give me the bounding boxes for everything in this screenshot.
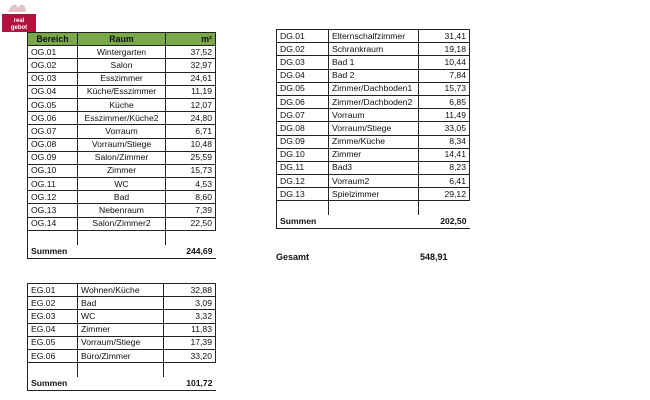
raum-cell: Vorraum/Stiege <box>78 336 164 349</box>
dg-row <box>277 175 470 188</box>
area-cell: 12,07 <box>166 98 216 111</box>
area-cell: 24,80 <box>166 112 216 125</box>
dg-row <box>277 69 470 82</box>
raum-cell: Wintergarten <box>78 46 166 59</box>
raum-cell: Zimme/Küche <box>329 135 419 148</box>
bereich-cell: OG.14 <box>28 217 78 230</box>
area-cell: 7,39 <box>166 204 216 217</box>
raum-cell: Küche/Esszimmer <box>78 85 166 98</box>
bereich-cell: EG.02 <box>28 297 78 310</box>
og-sum-row <box>28 245 216 259</box>
sum-label: Summen <box>28 245 78 259</box>
eg-row <box>28 284 216 297</box>
area-cell: 8,23 <box>419 161 470 174</box>
og-row <box>28 178 216 191</box>
bereich-cell: OG.08 <box>28 138 78 151</box>
raum-cell: Salon/Zimmer <box>78 151 166 164</box>
bereich-cell: OG.09 <box>28 151 78 164</box>
eg-row <box>28 336 216 349</box>
og-row <box>28 98 216 111</box>
eg-sum-row <box>28 377 216 391</box>
area-cell: 8,34 <box>419 135 470 148</box>
og-row <box>28 204 216 217</box>
sum-label: Summen <box>277 215 329 229</box>
bereich-cell: DG.07 <box>277 109 329 122</box>
dg-row <box>277 135 470 148</box>
header-area: m² <box>166 33 216 46</box>
raum-cell: Salon/Zimmer2 <box>78 217 166 230</box>
raum-cell: Wohnen/Küche <box>78 284 164 297</box>
raum-cell: Zimmer <box>78 164 166 177</box>
bereich-cell: OG.05 <box>28 98 78 111</box>
og-row <box>28 138 216 151</box>
og-row <box>28 46 216 59</box>
dg-sum-row <box>277 215 470 229</box>
eg-row <box>28 349 216 362</box>
area-cell: 8,60 <box>166 191 216 204</box>
bereich-cell: DG.11 <box>277 161 329 174</box>
raum-cell: Schrankraum <box>329 43 419 56</box>
area-cell: 10,48 <box>166 138 216 151</box>
raum-cell: Zimmer <box>78 323 164 336</box>
bereich-cell: DG.04 <box>277 69 329 82</box>
area-cell: 14,41 <box>419 148 470 161</box>
dg-row <box>277 188 470 201</box>
header-raum: Raum <box>78 33 166 46</box>
gesamt-value: 548,91 <box>420 252 448 262</box>
raum-cell: Salon <box>78 59 166 72</box>
area-cell: 32,97 <box>166 59 216 72</box>
sum-empty <box>78 245 166 259</box>
eg-row <box>28 323 216 336</box>
og-row <box>28 72 216 85</box>
sum-value: 101,72 <box>164 377 216 391</box>
raum-cell: Vorraum <box>78 125 166 138</box>
raum-cell: Bad <box>78 297 164 310</box>
area-cell: 25,59 <box>166 151 216 164</box>
bereich-cell: OG.13 <box>28 204 78 217</box>
og-row <box>28 125 216 138</box>
bereich-cell: OG.11 <box>28 178 78 191</box>
raum-cell: Zimmer/Dachboden1 <box>329 82 419 95</box>
area-cell: 33,05 <box>419 122 470 135</box>
eg-row <box>28 310 216 323</box>
gesamt-label: Gesamt <box>276 252 310 262</box>
raum-cell: Bad <box>78 191 166 204</box>
dg-row <box>277 161 470 174</box>
bereich-cell: OG.10 <box>28 164 78 177</box>
raum-cell: Esszimmer/Küche2 <box>78 112 166 125</box>
bereich-cell: EG.03 <box>28 310 78 323</box>
area-cell: 24,61 <box>166 72 216 85</box>
raum-cell: Vorraum/Stiege <box>78 138 166 151</box>
raum-cell: Nebenraum <box>78 204 166 217</box>
raum-cell: Küche <box>78 98 166 111</box>
dg-spacer-row <box>277 201 470 216</box>
raum-cell: Büro/Zimmer <box>78 349 164 362</box>
raum-cell: Vorraum <box>329 109 419 122</box>
bereich-cell: OG.01 <box>28 46 78 59</box>
area-cell: 6,71 <box>166 125 216 138</box>
bereich-cell: DG.05 <box>277 82 329 95</box>
dg-row <box>277 109 470 122</box>
raum-cell: Bad3 <box>329 161 419 174</box>
og-row <box>28 112 216 125</box>
og-spacer-row <box>28 230 216 245</box>
og-row <box>28 164 216 177</box>
raum-cell: Vorraum2 <box>329 175 419 188</box>
area-cell: 10,44 <box>419 56 470 69</box>
raum-cell: WC <box>78 178 166 191</box>
bereich-cell: OG.06 <box>28 112 78 125</box>
raum-cell: Esszimmer <box>78 72 166 85</box>
bereich-cell: OG.12 <box>28 191 78 204</box>
area-cell: 17,39 <box>164 336 216 349</box>
eg-table <box>27 283 216 391</box>
og-table <box>27 32 216 259</box>
bereich-cell: EG.05 <box>28 336 78 349</box>
bereich-cell: EG.01 <box>28 284 78 297</box>
area-cell: 31,41 <box>419 30 470 43</box>
sum-value: 244,69 <box>166 245 216 259</box>
eg-row <box>28 297 216 310</box>
area-cell: 19,18 <box>419 43 470 56</box>
bereich-cell: DG.01 <box>277 30 329 43</box>
area-cell: 6,41 <box>419 175 470 188</box>
sum-label: Summen <box>28 377 78 391</box>
bereich-cell: DG.06 <box>277 95 329 108</box>
area-cell: 37,52 <box>166 46 216 59</box>
sum-empty <box>78 377 164 391</box>
eg-spacer-row <box>28 363 216 378</box>
area-cell: 22,50 <box>166 217 216 230</box>
bereich-cell: DG.09 <box>277 135 329 148</box>
bereich-cell: DG.03 <box>277 56 329 69</box>
dg-row <box>277 43 470 56</box>
raum-cell: Zimmer/Dachboden2 <box>329 95 419 108</box>
real-gebot-logo <box>2 2 36 32</box>
area-cell: 15,73 <box>166 164 216 177</box>
dg-row <box>277 82 470 95</box>
area-cell: 32,88 <box>164 284 216 297</box>
dg-row <box>277 56 470 69</box>
bereich-cell: DG.02 <box>277 43 329 56</box>
svg-text:gebot: gebot <box>10 25 28 31</box>
bereich-cell: DG.12 <box>277 175 329 188</box>
og-row <box>28 217 216 230</box>
raum-cell: Bad 1 <box>329 56 419 69</box>
raum-cell: Spielzimmer <box>329 188 419 201</box>
area-cell: 6,85 <box>419 95 470 108</box>
bereich-cell: EG.06 <box>28 349 78 362</box>
bereich-cell: EG.04 <box>28 323 78 336</box>
area-cell: 11,49 <box>419 109 470 122</box>
area-cell: 4,53 <box>166 178 216 191</box>
header-bereich: Bereich <box>28 33 78 46</box>
bereich-cell: DG.13 <box>277 188 329 201</box>
raum-cell: Bad 2 <box>329 69 419 82</box>
og-row <box>28 59 216 72</box>
dg-row <box>277 95 470 108</box>
raum-cell: Elternschalfzimmer <box>329 30 419 43</box>
og-row <box>28 85 216 98</box>
dg-table <box>276 29 470 229</box>
dg-row <box>277 30 470 43</box>
raum-cell: WC <box>78 310 164 323</box>
og-row <box>28 151 216 164</box>
dg-row <box>277 122 470 135</box>
dg-row <box>277 148 470 161</box>
raum-cell: Zimmer <box>329 148 419 161</box>
sum-value: 202,50 <box>419 215 470 229</box>
bereich-cell: OG.04 <box>28 85 78 98</box>
area-cell: 3,32 <box>164 310 216 323</box>
area-cell: 7,84 <box>419 69 470 82</box>
og-row <box>28 191 216 204</box>
og-header-row <box>28 33 216 46</box>
bereich-cell: DG.08 <box>277 122 329 135</box>
svg-text:real: real <box>13 18 25 24</box>
bereich-cell: OG.03 <box>28 72 78 85</box>
area-cell: 15,73 <box>419 82 470 95</box>
bereich-cell: DG.10 <box>277 148 329 161</box>
bereich-cell: OG.07 <box>28 125 78 138</box>
area-cell: 29,12 <box>419 188 470 201</box>
area-cell: 11,19 <box>166 85 216 98</box>
area-cell: 3,09 <box>164 297 216 310</box>
raum-cell: Vorraum/Stiege <box>329 122 419 135</box>
area-cell: 11,83 <box>164 323 216 336</box>
sum-empty <box>329 215 419 229</box>
area-cell: 33,20 <box>164 349 216 362</box>
bereich-cell: OG.02 <box>28 59 78 72</box>
